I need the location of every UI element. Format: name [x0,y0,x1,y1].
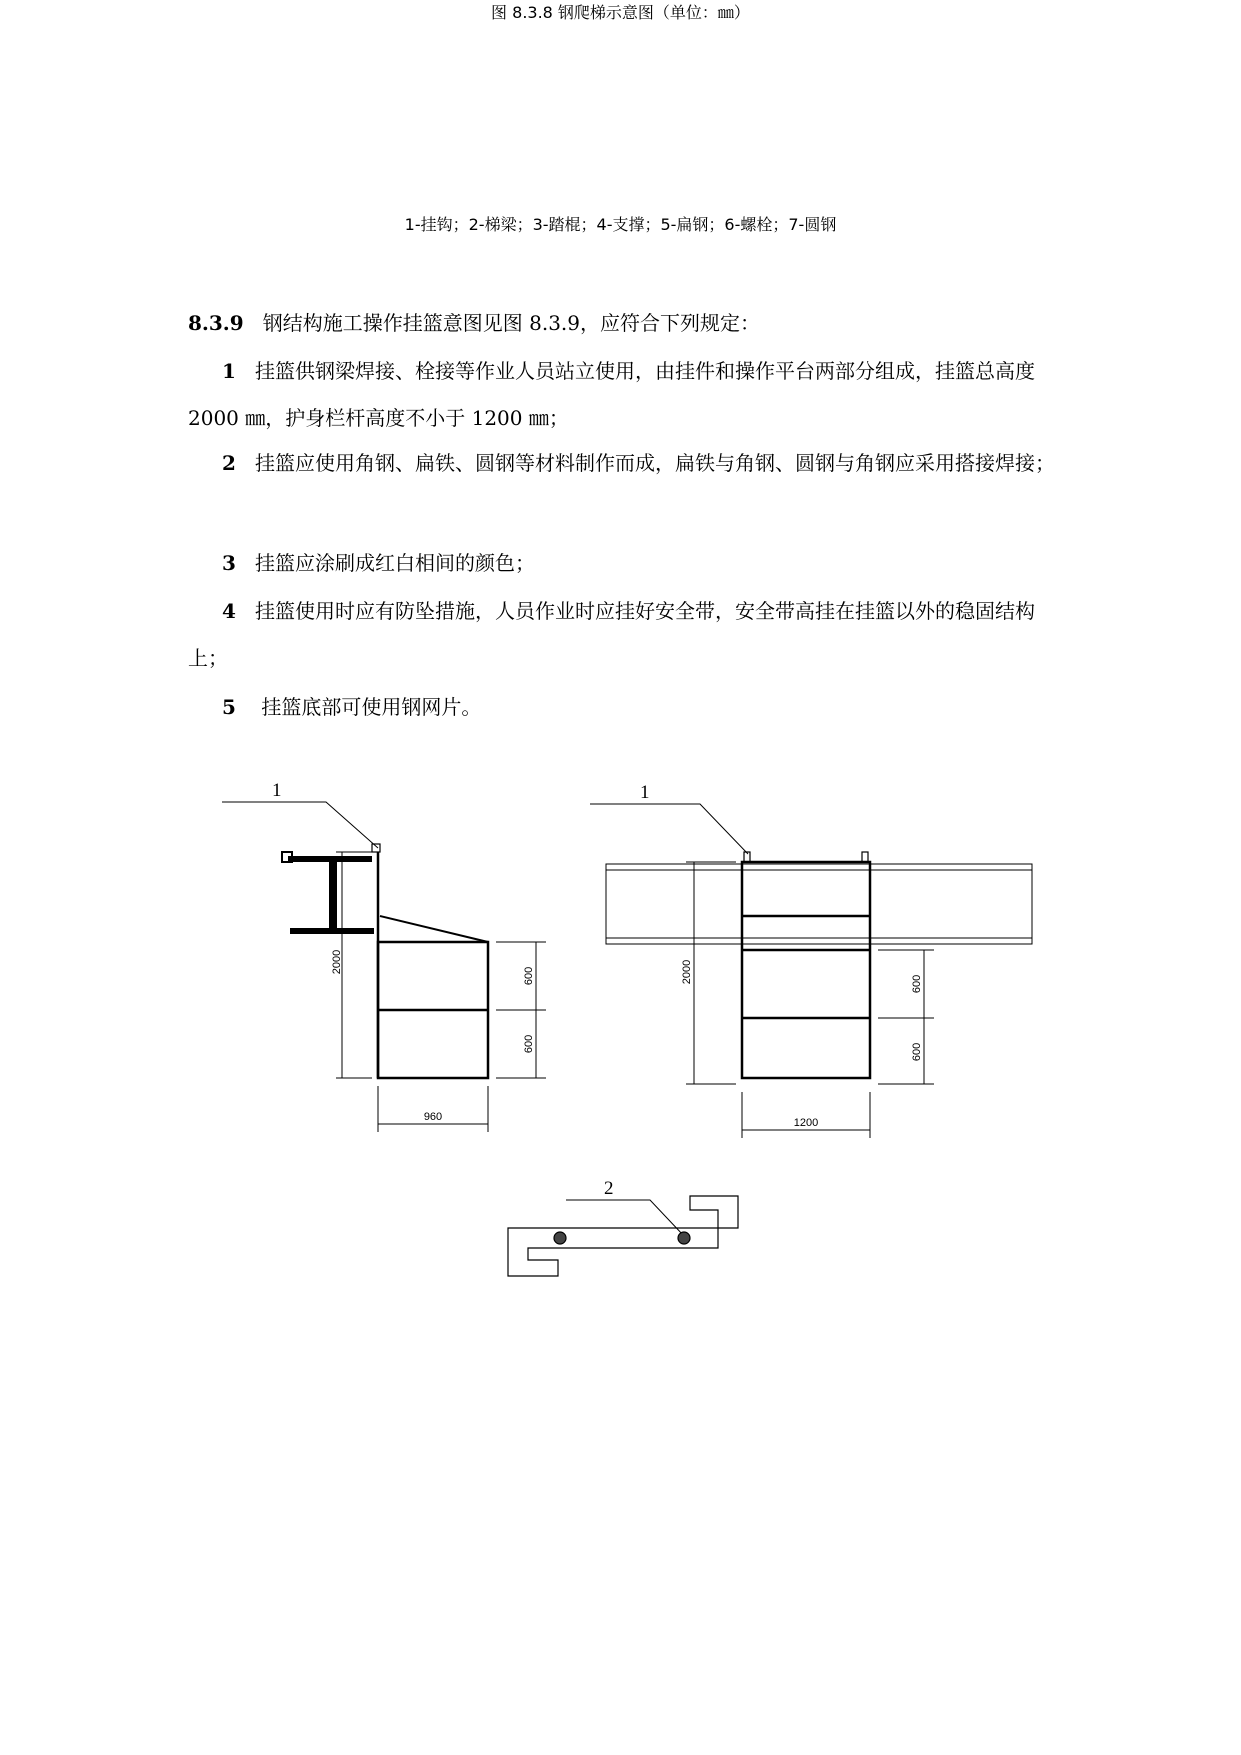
front-view [590,782,1032,1138]
detail-leader-line [566,1200,684,1236]
figure-838-legend: 1-挂钩；2-梯梁；3-踏棍；4-支撑；5-扁钢；6-螺栓；7-圆钢 [404,215,837,234]
front-beam [606,864,1032,944]
round-bar-left [554,1232,566,1244]
rule-item-text: 挂篮使用时应有防坠措施，人员作业时应挂好安全带，安全带高挂在挂篮以外的稳固结构上； [188,599,1035,670]
section-number: 8.3.9 [188,311,244,335]
rule-item-text: 挂篮应使用角钢、扁铁、圆钢等材料制作而成，扁铁与角钢、圆钢与角钢应采用搭接焊接； [255,451,1055,475]
rule-item-number: 2 [222,451,236,475]
side-dim-lower: 600 [523,1034,535,1054]
rule-item-number: 3 [222,551,236,575]
front-callout-1: 1 [640,782,650,803]
front-hook-right [862,852,868,862]
side-dim-height: 2000 [331,949,343,975]
front-dim-height: 2000 [681,959,693,985]
round-bar-right [678,1232,690,1244]
rule-item-text: 挂篮应涂刷成红白相间的颜色； [255,551,535,575]
rule-item-number: 1 [222,359,236,383]
side-dim-width: 960 [423,1111,443,1123]
detail-callout-2: 2 [604,1178,614,1199]
rule-item-text: 挂篮底部可使用钢网片。 [255,695,482,719]
beam-top-flange [288,856,372,862]
rule-item-number: 4 [222,599,236,623]
rule-item-text: 挂篮供钢梁焊接、栓接等作业人员站立使用，由挂件和操作平台两部分组成，挂篮总高度 2000 ㎜，护身栏杆高度不小于 1200 ㎜； [188,359,1035,430]
side-leader-line [222,802,378,848]
beam-bottom-flange [290,928,374,934]
side-dim-upper: 600 [523,966,535,986]
hook-detail [508,1178,738,1276]
rule-item-number: 5 [222,695,236,719]
hook-profile [508,1196,738,1276]
front-dim-upper: 600 [911,974,923,994]
side-view [222,780,546,1132]
side-brace [380,916,488,942]
figure-838-title: 图 8.3.8 钢爬梯示意图（单位：㎜） [491,3,750,22]
section-heading-text: 钢结构施工操作挂篮意图见图 8.3.9，应符合下列规定： [262,311,761,335]
side-callout-1: 1 [272,780,282,801]
front-basket-frame [742,862,870,1078]
front-dim-width: 1200 [793,1117,819,1129]
front-leader-line [590,804,748,854]
front-dim-lower: 600 [911,1042,923,1062]
side-hook [372,844,380,852]
